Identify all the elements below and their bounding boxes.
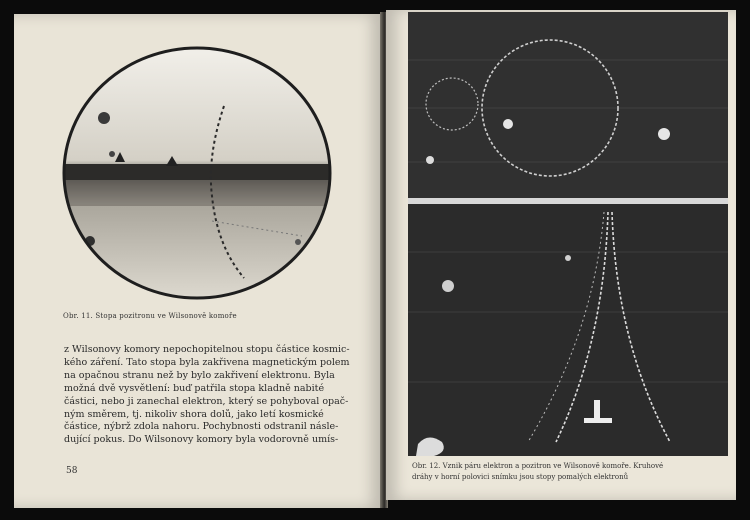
text-line: dující pokus. Do Wilsonovy komory byla vodorovně umís- — [64, 434, 339, 446]
figure-12-caption-line: dráhy v horní polovici snímku jsou stopy pomalých elektronů — [412, 473, 629, 481]
page-number: 58 — [66, 466, 78, 476]
text-line: ným směrem, tj. nikoliv shora dolů, jako letí kosmické — [64, 408, 324, 420]
figure-12-cloud-chamber-photo — [408, 12, 728, 456]
figure-11-cloud-chamber-photo — [62, 46, 332, 300]
text-line: kého záření. Tato stopa byla zakřivena magnetickým polem — [64, 356, 350, 368]
text-line: z Wilsonovy komory nepochopitelnou stopu částice kosmic- — [64, 344, 350, 355]
body-text — [64, 344, 352, 447]
figure-12-caption — [412, 461, 728, 483]
text-line: na opačnou stranu než by bylo zakřivení elektronu. Byla — [64, 369, 335, 381]
figure-11-caption: Obr. 11. Stopa pozitronu ve Wilsonově komoře — [63, 312, 237, 320]
figure-12-caption-line: Obr. 12. Vznik páru elektron a pozitron ve Wilsonově komoře. Kruhové — [412, 462, 664, 470]
text-line: částice, nýbrž zdola nahoru. Pochybnosti odstranil násle- — [64, 421, 339, 433]
text-line: částici, nebo ji zanechal elektron, který se pohyboval opač- — [64, 395, 349, 407]
text-line: možná dvě vysvětlení: buď patřila stopa kladně nabité — [64, 382, 325, 394]
